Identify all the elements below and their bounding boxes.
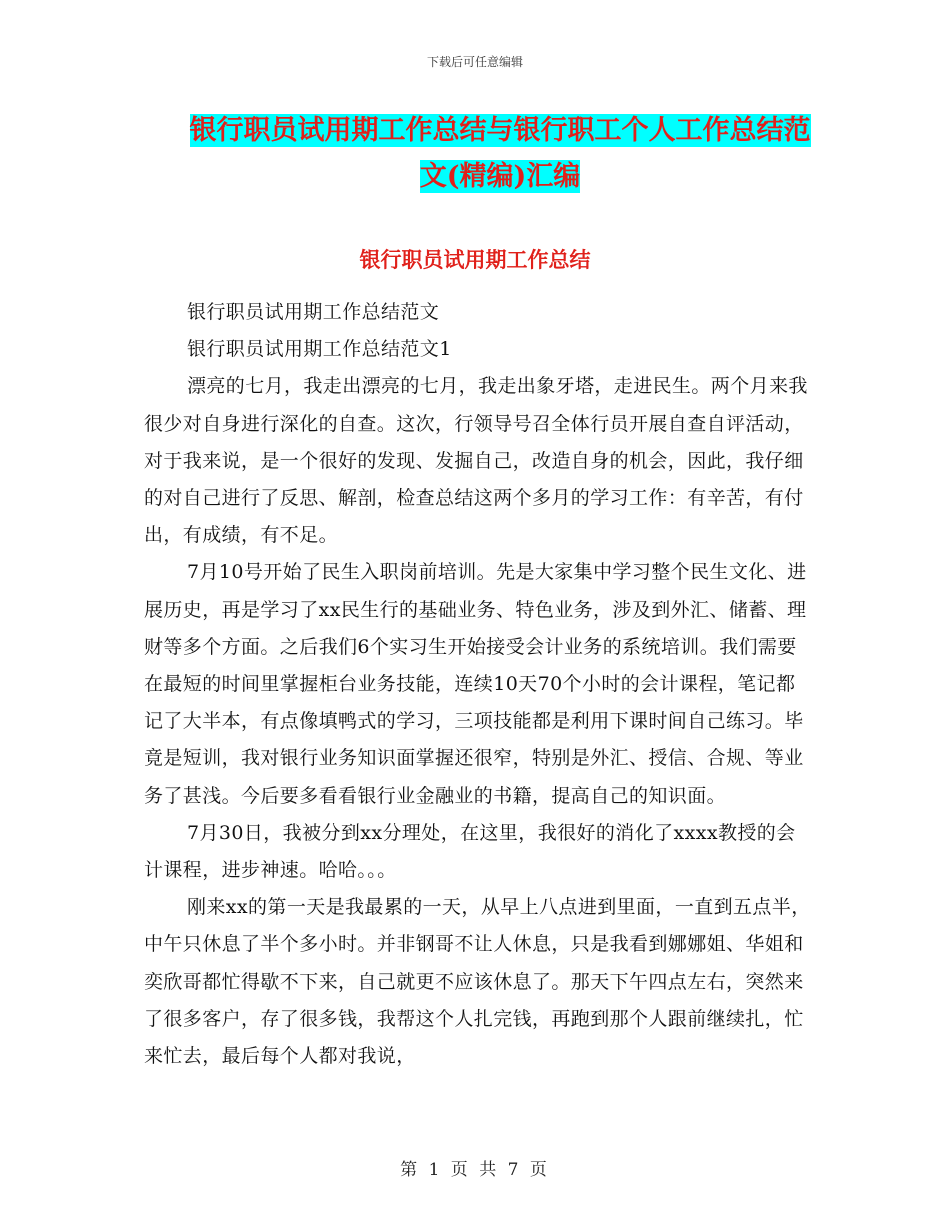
body-paragraph: 7月10号开始了民生入职岗前培训。先是大家集中学习整个民生文化、进展历史，再是学习了xx民生行的基础业务、特色业务，涉及到外汇、储蓄、理财等多个方面。之后我们6个实习生开始接受会计业务的系统培训。我们需要在最短的时间里掌握柜台业务技能，连续10天70个小时的会计课程，笔记都记了大半本，有点像填鸭式的学习，三项技能都是利用下课时间自己练习。毕竟是短训，我对银行业务知识面掌握还很窄，特别是外汇、授信、合规、等业务了甚浅。今后要多看看银行业金融业的书籍，提高自己的知识面。 — [144, 561, 807, 807]
document-title-line-1: 银行职员试用期工作总结与银行职工个人工作总结范 — [189, 115, 811, 146]
document-title — [120, 108, 880, 200]
document-title-line-2: 文(精编)汇编 — [419, 161, 581, 192]
header-note: 下载后可任意编辑 — [426, 55, 523, 69]
body-paragraph: 7月30日，我被分到xx分理处，在这里，我很好的消化了xxxx教授的会计课程，进步神速。哈哈。。。 — [144, 821, 796, 882]
body-paragraph: 漂亮的七月，我走出漂亮的七月，我走出象牙塔，走进民生。两个月来我很少对自身进行深化的自查。这次，行领导号召全体行员开展自查自评活动，对于我来说，是一个很好的发现、发掘自己，改造自身的机会，因此，我仔细的对自己进行了反思、解剖，检查总结这两个多月的学习工作：有辛苦，有付出，有成绩，有不足。 — [144, 375, 808, 547]
page-footer: 第 1 页 共 7 页 — [400, 1160, 550, 1180]
subtitle-line: 银行职员试用期工作总结范文 — [187, 301, 440, 323]
section-title: 银行职员试用期工作总结 — [359, 247, 591, 272]
body-paragraph: 刚来xx的第一天是我最累的一天，从早上八点进到里面，一直到五点半，中午只休息了半个多小时。并非钢哥不让人休息，只是我看到娜娜姐、华姐和奕欣哥都忙得歇不下来，自己就更不应该休息了。那天下午四点左右，突然来了很多客户，存了很多钱，我帮这个人扎完钱，再跑到那个人跟前继续扎，忙来忙去，最后每个人都对我说， — [144, 896, 811, 1068]
subtitle-line: 银行职员试用期工作总结范文1 — [187, 338, 452, 361]
document-body — [144, 294, 814, 1075]
